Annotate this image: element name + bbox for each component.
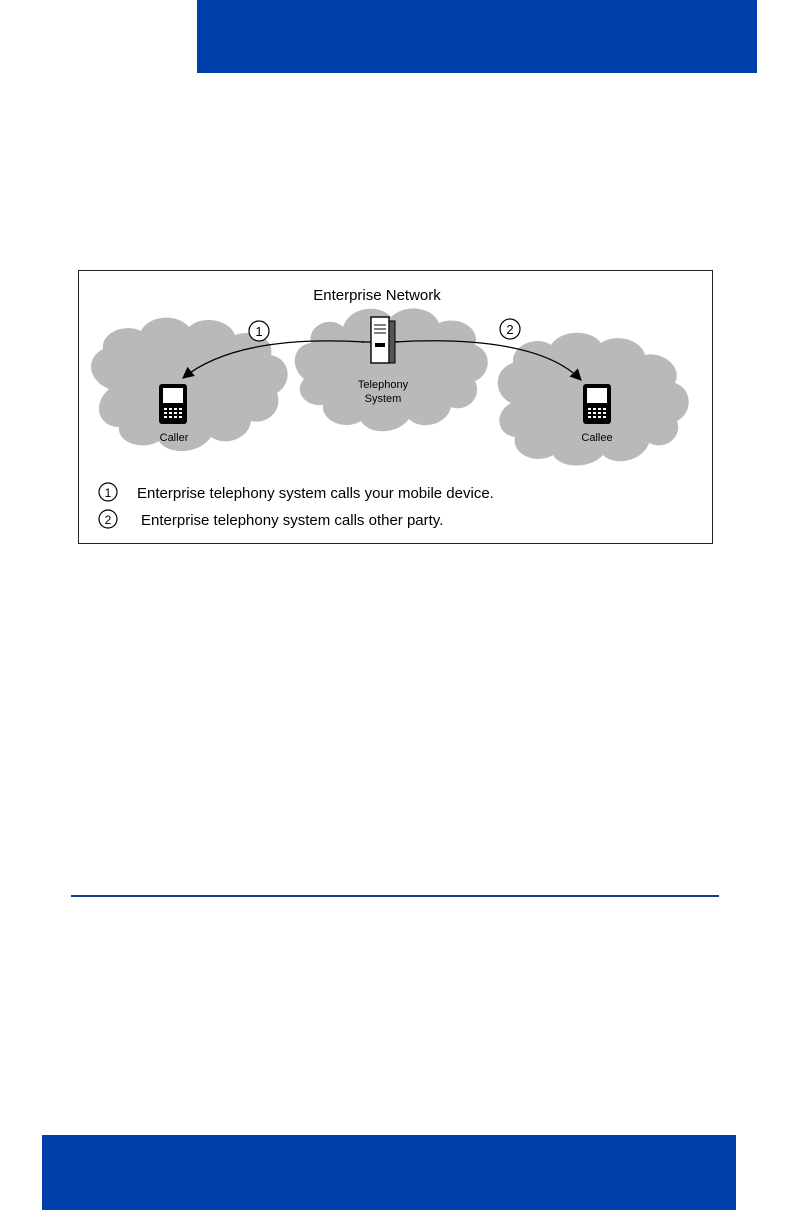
call-flow-svg [79,271,714,545]
footer-banner [42,1135,736,1210]
legend-marker-1: 1 [104,486,112,500]
legend-text-1: Enterprise telephony system calls your mobile device. [137,485,494,502]
legend-item-1 [99,483,494,502]
server-label-line2: System [364,393,402,405]
step-marker-1 [249,321,269,341]
diagram-title: Enterprise Network [313,287,441,304]
step-marker-2 [500,319,520,339]
section-divider [71,895,719,897]
legend-marker-2: 2 [104,513,112,527]
caller-phone-icon [159,384,187,424]
legend-text-2: Enterprise telephony system calls other party. [141,512,444,529]
callee-label: Callee [581,432,613,444]
step-marker-1-label: 1 [255,324,263,339]
legend-item-2 [99,510,443,529]
step-marker-2-label: 2 [506,322,514,337]
server-label-line1: Telephony [357,379,409,391]
header-banner [197,0,757,73]
caller-label: Caller [159,432,189,444]
call-flow-diagram [78,270,713,544]
callee-phone-icon [583,384,611,424]
